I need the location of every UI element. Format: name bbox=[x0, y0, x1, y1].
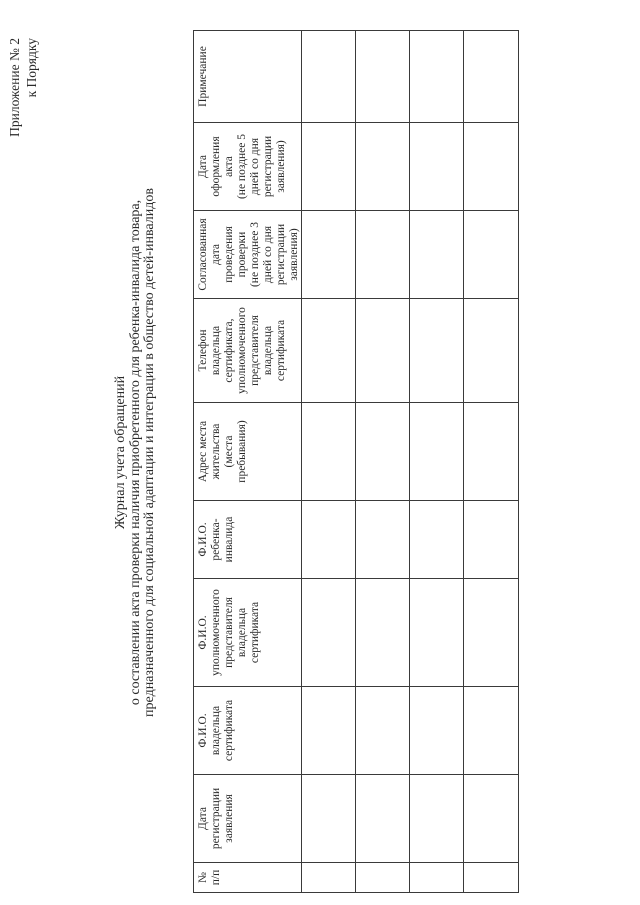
table-cell[interactable] bbox=[464, 403, 519, 501]
table-cell[interactable] bbox=[356, 501, 410, 579]
column-header-line: Ф.И.О. bbox=[197, 522, 209, 557]
appendix-line-2: к Порядку bbox=[24, 38, 39, 98]
column-header-line: Ф.И.О. bbox=[197, 713, 209, 748]
column-header-line: владельца bbox=[210, 325, 222, 376]
table-cell[interactable] bbox=[410, 687, 464, 775]
table-cell[interactable] bbox=[302, 31, 356, 123]
table-cell[interactable] bbox=[464, 501, 519, 579]
column-header-line: заявления bbox=[223, 794, 235, 843]
table-cell[interactable] bbox=[302, 501, 356, 579]
column-header-line: ребенка- bbox=[210, 518, 222, 561]
table-body bbox=[302, 31, 519, 893]
column-header-line: дата bbox=[210, 244, 222, 265]
column-header bbox=[194, 775, 302, 863]
column-header-line: (не позднее 3 bbox=[249, 221, 261, 288]
table-cell[interactable] bbox=[356, 123, 410, 211]
column-header bbox=[194, 687, 302, 775]
table-cell[interactable] bbox=[356, 299, 410, 403]
column-header-line: сертификата bbox=[223, 699, 235, 762]
column-header-line: акта bbox=[223, 156, 235, 177]
column-header-line: Телефон bbox=[197, 329, 209, 372]
column-header bbox=[194, 299, 302, 403]
column-header-line: Дата bbox=[197, 807, 209, 830]
column-header-line: владельца bbox=[210, 705, 222, 756]
appendix-line-1: Приложение № 2 bbox=[7, 38, 22, 137]
table-cell[interactable] bbox=[356, 687, 410, 775]
column-header-line: Адрес места bbox=[197, 420, 209, 483]
table-cell[interactable] bbox=[410, 123, 464, 211]
column-header-line: регистрации bbox=[210, 787, 222, 850]
document-title bbox=[114, 0, 158, 905]
table-cell[interactable] bbox=[410, 211, 464, 299]
column-header-line: уполномоченного bbox=[210, 589, 222, 676]
table-cell[interactable] bbox=[356, 775, 410, 863]
table-cell[interactable] bbox=[302, 863, 356, 893]
column-header bbox=[194, 31, 302, 123]
table-cell[interactable] bbox=[410, 299, 464, 403]
table-cell[interactable] bbox=[356, 579, 410, 687]
table-row bbox=[464, 31, 519, 893]
column-header-line: инвалида bbox=[223, 516, 235, 563]
table-cell[interactable] bbox=[464, 687, 519, 775]
table-cell[interactable] bbox=[410, 501, 464, 579]
table-cell[interactable] bbox=[464, 299, 519, 403]
column-header-line: владельца bbox=[262, 325, 274, 376]
table-row bbox=[302, 31, 356, 893]
column-header-line: (места bbox=[223, 435, 235, 468]
title-line-2: о составлении акта проверки наличия приобретенного для ребенка-инвалида товара, bbox=[127, 199, 143, 706]
table-cell[interactable] bbox=[302, 299, 356, 403]
table-row bbox=[410, 31, 464, 893]
table-cell[interactable] bbox=[464, 123, 519, 211]
column-header-line: сертификата bbox=[275, 319, 287, 382]
table-cell[interactable] bbox=[410, 403, 464, 501]
table-cell[interactable] bbox=[410, 863, 464, 893]
column-header-line: оформления bbox=[210, 136, 222, 197]
column-header bbox=[194, 123, 302, 211]
column-header-line: п/п bbox=[210, 869, 222, 886]
column-header-line: (не позднее 5 bbox=[236, 133, 248, 200]
appendix-label bbox=[6, 38, 40, 137]
column-header-line: дней со дня bbox=[249, 137, 261, 196]
column-header-line: Дата bbox=[197, 155, 209, 178]
column-header-line: уполномоченного bbox=[236, 307, 248, 394]
column-header-line: регистрации bbox=[262, 135, 274, 198]
table-cell[interactable] bbox=[302, 687, 356, 775]
table-row bbox=[356, 31, 410, 893]
table-cell[interactable] bbox=[410, 31, 464, 123]
column-header-line: проверки bbox=[236, 231, 248, 278]
table-cell[interactable] bbox=[356, 211, 410, 299]
title-line-1: Журнал учета обращений bbox=[113, 375, 128, 530]
title-line-3: предназначенного для социальной адаптации и интеграции в общество детей-инвалидов bbox=[142, 188, 157, 717]
column-header-line: сертификата, bbox=[223, 318, 235, 383]
column-header-line: представителя bbox=[223, 597, 235, 668]
table-cell[interactable] bbox=[302, 579, 356, 687]
column-header bbox=[194, 579, 302, 687]
column-header bbox=[194, 211, 302, 299]
column-header bbox=[194, 403, 302, 501]
column-header-line: регистрации bbox=[275, 223, 287, 286]
column-header-line: дней со дня bbox=[262, 225, 274, 284]
table-cell[interactable] bbox=[302, 403, 356, 501]
column-header-line: Примечание bbox=[197, 46, 209, 107]
table-cell[interactable] bbox=[464, 863, 519, 893]
column-header-line: заявления) bbox=[275, 140, 287, 193]
column-header-line: владельца bbox=[236, 607, 248, 658]
journal-table bbox=[193, 30, 519, 893]
column-header-line: жительства bbox=[210, 423, 222, 480]
table-cell[interactable] bbox=[356, 31, 410, 123]
column-header-line: № bbox=[197, 872, 209, 883]
table-cell[interactable] bbox=[302, 123, 356, 211]
column-header-line: заявления) bbox=[288, 228, 300, 281]
column-header-line: проведения bbox=[223, 226, 235, 283]
column-header-line: пребывания) bbox=[236, 420, 248, 483]
column-header-line: представителя bbox=[249, 315, 261, 386]
column-header bbox=[194, 863, 302, 893]
table-cell[interactable] bbox=[410, 775, 464, 863]
column-header-line: Согласованная bbox=[197, 218, 209, 291]
table-cell[interactable] bbox=[464, 31, 519, 123]
table-cell[interactable] bbox=[302, 775, 356, 863]
table-cell[interactable] bbox=[410, 579, 464, 687]
table-cell[interactable] bbox=[356, 863, 410, 893]
table-header-row bbox=[194, 31, 302, 893]
table-cell[interactable] bbox=[302, 211, 356, 299]
table-cell[interactable] bbox=[464, 211, 519, 299]
column-header bbox=[194, 501, 302, 579]
column-header-line: сертификата bbox=[249, 601, 261, 664]
column-header-line: Ф.И.О. bbox=[197, 615, 209, 650]
table-cell[interactable] bbox=[356, 403, 410, 501]
table-cell[interactable] bbox=[464, 775, 519, 863]
table-cell[interactable] bbox=[464, 579, 519, 687]
